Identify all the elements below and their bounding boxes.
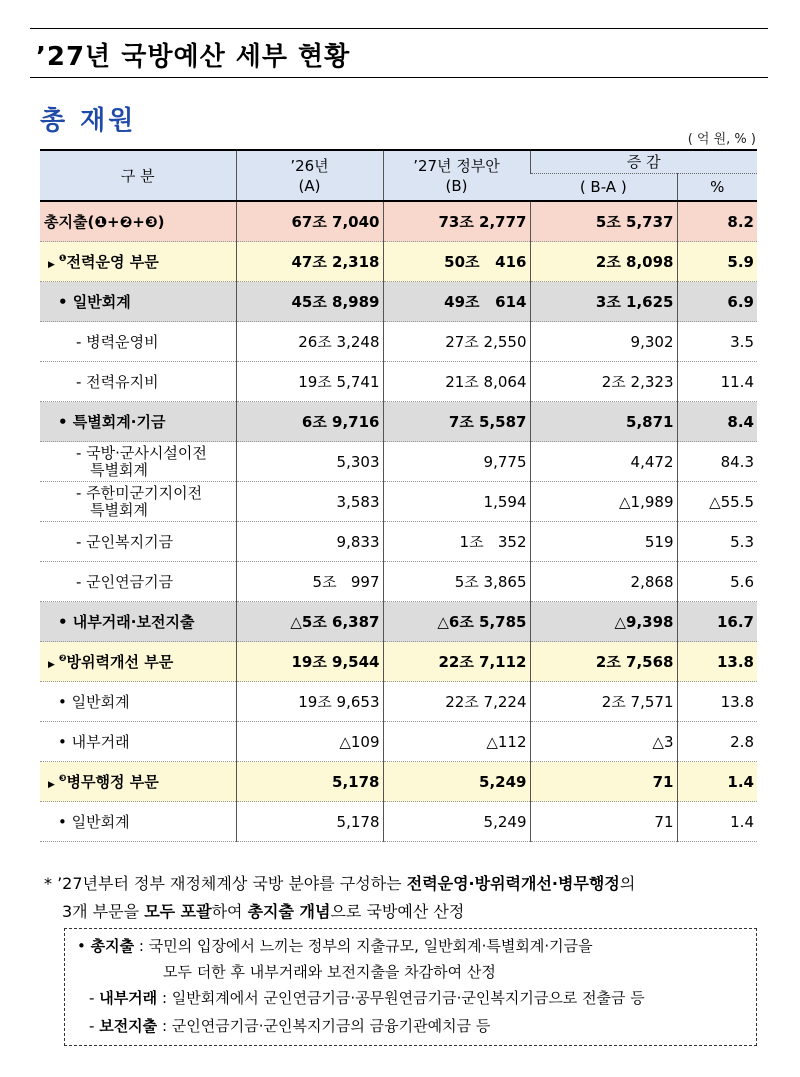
value-2027: 5조 3,865 xyxy=(383,562,530,602)
value-2027: 22조 7,224 xyxy=(383,682,530,722)
triangle-marker-icon: ▶ xyxy=(48,660,55,670)
triangle-marker-icon: ▶ xyxy=(48,780,55,790)
value-change: △9,398 xyxy=(530,602,677,642)
table-body xyxy=(40,201,757,842)
row-label-cell xyxy=(40,242,236,282)
value-percent: 11.4 xyxy=(677,362,757,402)
value-percent: 16.7 xyxy=(677,602,757,642)
value-2026: 5조 997 xyxy=(236,562,383,602)
row-label: 총지출(❶+❷+❸) xyxy=(44,213,165,231)
value-change: 4,472 xyxy=(530,442,677,482)
value-change: 519 xyxy=(530,522,677,562)
circled-number: ❶ xyxy=(58,254,67,264)
row-label-cell xyxy=(40,722,236,762)
table-row xyxy=(40,362,757,402)
header-2026-sub: (A) xyxy=(298,176,321,195)
value-percent: 13.8 xyxy=(677,642,757,682)
row-label-cell xyxy=(40,802,236,842)
row-label: - 국방·군사시설이전 xyxy=(76,443,207,462)
row-label-cell xyxy=(40,402,236,442)
header-change-sub: ( B-A ) xyxy=(579,178,627,196)
value-2026: 26조 3,248 xyxy=(236,322,383,362)
value-2026: 9,833 xyxy=(236,522,383,562)
footnote-text-1: ’27년부터 정부 재정체계상 국방 분야를 구성하는 xyxy=(57,874,407,893)
value-2027: 73조 2,777 xyxy=(383,201,530,242)
value-percent: 3.5 xyxy=(677,322,757,362)
value-change: 5,871 xyxy=(530,402,677,442)
note-text-total: : 국민의 입장에서 느끼는 정부의 지출규모, 일반회계·특별회계·기금을 xyxy=(134,937,593,955)
value-percent: 1.4 xyxy=(677,762,757,802)
row-label-cell xyxy=(40,762,236,802)
value-2026: 67조 7,040 xyxy=(236,201,383,242)
row-label-cell xyxy=(40,442,236,482)
footnote-bold-1: 전력운영·방위력개선·병무행정 xyxy=(406,874,620,893)
triangle-marker-icon: ▶ xyxy=(48,260,55,270)
value-change: 3조 1,625 xyxy=(530,282,677,322)
footnote-text-5: 으로 국방예산 산정 xyxy=(330,902,465,921)
value-percent: 8.2 xyxy=(677,201,757,242)
value-2026: 45조 8,989 xyxy=(236,282,383,322)
value-2026: △5조 6,387 xyxy=(236,602,383,642)
header-change-amount xyxy=(530,174,677,202)
row-label: 방위력개선 부문 xyxy=(66,653,174,671)
row-label: - 군인연금기금 xyxy=(76,573,174,591)
value-2026: 5,178 xyxy=(236,802,383,842)
value-change: 2조 2,323 xyxy=(530,362,677,402)
footnote-text-3: 3개 부문을 xyxy=(62,902,145,921)
header-2027-sub: (B) xyxy=(445,176,468,195)
value-2027: 22조 7,112 xyxy=(383,642,530,682)
footnote-text-2: 의 xyxy=(619,874,636,893)
table-row xyxy=(40,602,757,642)
row-label-cell xyxy=(40,322,236,362)
table-row xyxy=(40,642,757,682)
value-2026: 3,583 xyxy=(236,482,383,522)
row-label-line2: 특별회계 xyxy=(90,500,148,519)
row-label: • 일반회계 xyxy=(58,693,130,711)
value-percent: 2.8 xyxy=(677,722,757,762)
table-row xyxy=(40,322,757,362)
value-2026: 5,303 xyxy=(236,442,383,482)
value-percent: 5.9 xyxy=(677,242,757,282)
note-dash: - xyxy=(89,989,95,1007)
note-dash: - xyxy=(89,1017,95,1035)
top-rule xyxy=(30,28,768,29)
value-change: 5조 5,737 xyxy=(530,201,677,242)
row-label: - 전력유지비 xyxy=(76,373,159,391)
table-row xyxy=(40,562,757,602)
note-internal-transactions xyxy=(89,987,645,1008)
table-row xyxy=(40,402,757,442)
note-total-spending-2: 모두 더한 후 내부거래와 보전지출을 차감하여 산정 xyxy=(163,963,496,981)
footnote-bold-2: 모두 포괄 xyxy=(144,902,212,921)
row-label: • 일반회계 xyxy=(58,293,131,311)
row-label: 전력운영 부문 xyxy=(66,253,159,271)
table-row xyxy=(40,762,757,802)
table-row xyxy=(40,201,757,242)
value-percent: 8.4 xyxy=(677,402,757,442)
row-label: • 내부거래·보전지출 xyxy=(58,613,195,631)
value-2027: △6조 5,785 xyxy=(383,602,530,642)
note-text-supplementary: : 군인연금기금·군인복지기금의 금융기관예치금 등 xyxy=(157,1017,491,1035)
header-change xyxy=(530,150,757,174)
value-2027: 49조 614 xyxy=(383,282,530,322)
value-change: 71 xyxy=(530,802,677,842)
header-category: 구 분 xyxy=(40,150,236,201)
row-label: - 병력운영비 xyxy=(76,333,159,351)
value-2027: 21조 8,064 xyxy=(383,362,530,402)
note-term-internal: 내부거래 xyxy=(99,989,158,1007)
value-change: 2조 7,571 xyxy=(530,682,677,722)
footnote-bold-3: 총지출 개념 xyxy=(247,902,331,921)
row-label: • 일반회계 xyxy=(58,813,130,831)
row-label: • 특별회계·기금 xyxy=(58,413,166,431)
note-term-supplementary: 보전지출 xyxy=(99,1017,158,1035)
value-2027: 1조 352 xyxy=(383,522,530,562)
value-change: △1,989 xyxy=(530,482,677,522)
row-label-cell xyxy=(40,362,236,402)
value-2026: 6조 9,716 xyxy=(236,402,383,442)
footnote-line-2 xyxy=(44,898,764,926)
table-row xyxy=(40,442,757,482)
value-2026: 19조 9,653 xyxy=(236,682,383,722)
circled-number: ❸ xyxy=(58,774,67,784)
footnote-text-4: 하여 xyxy=(211,902,248,921)
row-label-cell xyxy=(40,282,236,322)
value-change: 2조 7,568 xyxy=(530,642,677,682)
note-supplementary-expenditure xyxy=(89,1015,490,1036)
value-percent: 6.9 xyxy=(677,282,757,322)
value-2026: 5,178 xyxy=(236,762,383,802)
value-change: 71 xyxy=(530,762,677,802)
value-percent: 13.8 xyxy=(677,682,757,722)
value-2027: △112 xyxy=(383,722,530,762)
value-percent: 1.4 xyxy=(677,802,757,842)
value-change: 9,302 xyxy=(530,322,677,362)
value-2026: △109 xyxy=(236,722,383,762)
value-2026: 47조 2,318 xyxy=(236,242,383,282)
footnote-line-1 xyxy=(44,870,764,898)
row-label-cell xyxy=(40,602,236,642)
row-label-cell xyxy=(40,682,236,722)
page-title: ’27년 국방예산 세부 현황 xyxy=(36,42,351,72)
header-change-label: 증 감 xyxy=(626,153,661,171)
unit-label: ( 억 원, % ) xyxy=(687,132,756,147)
value-2027: 9,775 xyxy=(383,442,530,482)
value-change: 2조 8,098 xyxy=(530,242,677,282)
row-label-cell xyxy=(40,642,236,682)
row-label-line2: 특별회계 xyxy=(90,460,148,479)
table-row xyxy=(40,522,757,562)
value-2027: 7조 5,587 xyxy=(383,402,530,442)
value-2027: 5,249 xyxy=(383,802,530,842)
header-2026 xyxy=(236,150,383,201)
row-label: - 주한미군기지이전 xyxy=(76,483,203,502)
value-2027: 1,594 xyxy=(383,482,530,522)
section-title: 총 재원 xyxy=(40,106,137,136)
table-row xyxy=(40,242,757,282)
budget-table xyxy=(40,149,757,842)
table-row xyxy=(40,482,757,522)
header-2026-label: ’26년 xyxy=(290,156,329,175)
row-label-cell xyxy=(40,522,236,562)
row-label-cell xyxy=(40,482,236,522)
header-percent: % xyxy=(677,174,757,202)
note-text-internal: : 일반회계에서 군인연금기금·공무원연금기금·군인복지기금으로 전출금 등 xyxy=(157,989,645,1007)
table-row xyxy=(40,802,757,842)
table-row xyxy=(40,282,757,322)
footnote-star: * xyxy=(44,874,52,893)
definition-box xyxy=(64,928,757,1046)
value-percent: 84.3 xyxy=(677,442,757,482)
header-2027-label: ’27년 정부안 xyxy=(413,156,500,175)
note-bullet: • xyxy=(77,937,86,955)
table-row xyxy=(40,722,757,762)
row-label-cell xyxy=(40,201,236,242)
value-change: △3 xyxy=(530,722,677,762)
note-term-total: 총지출 xyxy=(90,937,135,955)
value-2027: 27조 2,550 xyxy=(383,322,530,362)
value-change: 2,868 xyxy=(530,562,677,602)
value-percent: 5.6 xyxy=(677,562,757,602)
row-label: - 군인복지기금 xyxy=(76,533,174,551)
value-2026: 19조 5,741 xyxy=(236,362,383,402)
footnote xyxy=(44,870,764,926)
header-2027 xyxy=(383,150,530,201)
circled-number: ❷ xyxy=(58,654,67,664)
value-2027: 50조 416 xyxy=(383,242,530,282)
table-row xyxy=(40,682,757,722)
value-2026: 19조 9,544 xyxy=(236,642,383,682)
value-2027: 5,249 xyxy=(383,762,530,802)
note-total-spending xyxy=(77,935,593,956)
value-percent: 5.3 xyxy=(677,522,757,562)
row-label: • 내부거래 xyxy=(58,733,130,751)
row-label: 병무행정 부문 xyxy=(66,773,159,791)
value-percent: △55.5 xyxy=(677,482,757,522)
row-label-cell xyxy=(40,562,236,602)
title-underline xyxy=(30,77,768,78)
